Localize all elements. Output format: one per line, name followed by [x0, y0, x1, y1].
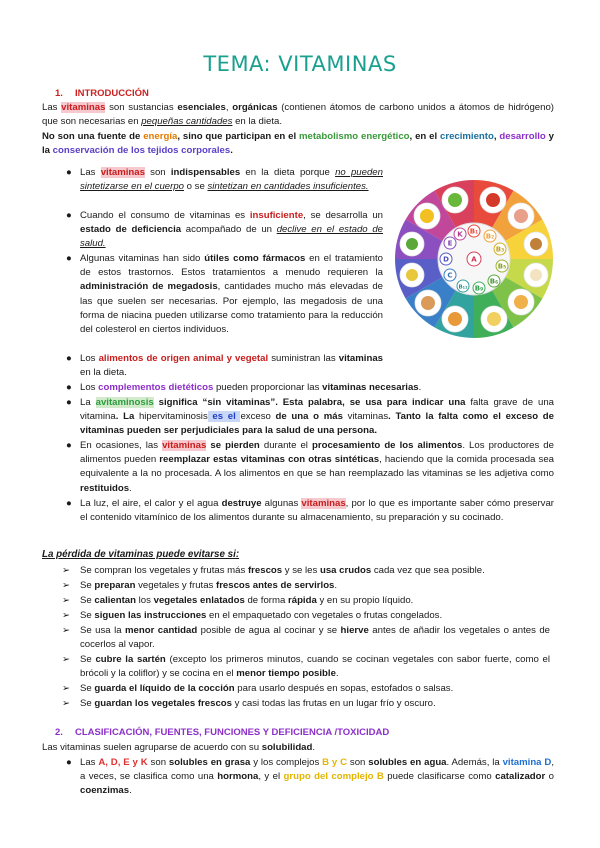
vitamin-label: B₁₂ [458, 284, 468, 291]
tip-item: ➢ Se preparan vegetales y frutas frescos antes de servirlos. [62, 580, 338, 591]
intro-paragraph-2: No son una fuente de energía, sino que participan en el metabolismo energético, en el crecimiento, desarrollo y la conservación de los tejidos corporales. [42, 131, 554, 157]
vitamin-wheel-illustration [393, 178, 555, 340]
bullet-farmacos: ● Algunas vitaminas han sido útiles como fármacos en el tratamiento de estos trastornos. Estos tratamientos a menudo requieren la administración de megadosis, cantidades mucho más elevadas de las que suelen ser necesarias. Por ejemplo, las megadosis de una forma de niacina pueden utilizarse como tratamiento para la reducción del colesterol en ciertos individuos. [66, 253, 384, 336]
page-title: TEMA: VITAMINAS [203, 52, 397, 76]
vitamin-label: B₁ [469, 227, 479, 236]
bullet-avitaminosis: ● La avitaminosis significa “sin vitaminas”. Esta palabra, se usa para indicar una falta grave de una vitamina. La hipervitaminosis es el exceso de una o más vitaminas. Tanto la falta como el exceso de vitaminas pueden ser perjudiciales para la salud de una persona. [66, 397, 554, 437]
bullet-solubilidad: ● Las A, D, E y K son solubles en grasa y los complejos B y C son solubles en agua. Además, la vitamina D, a veces, se clasifica como una hormona, y el grupo del complejo B puede clasificarse como catalizador o coenzimas. [66, 757, 555, 797]
bullet-indispensables: ● Las vitaminas son indispensables en la dieta porque no pueden sintetizarse en el cuerpo o se sintetizan en cantidades insuficientes. [66, 167, 383, 193]
vitamin-label: K [457, 230, 463, 239]
vitamin-label: B₂ [485, 232, 495, 241]
bullet-alimentos: ● Los alimentos de origen animal y vegetal suministran las vitaminas en la dieta. [66, 353, 383, 379]
vitamin-label: E [447, 239, 453, 248]
tip-item: ➢ Se compran los vegetales y frutas más frescos y se les usa crudos cada vez que sea posible. [62, 565, 485, 576]
tip-item: ➢ Se cubre la sartén (excepto los primeros minutos, cuando se cocinan vegetales con sabor fuerte, como el brócoli y la coliflor) y se cocina en el menor tiempo posible. [62, 654, 550, 680]
vitamin-label: B₃ [495, 245, 505, 254]
vitamin-label: D [443, 255, 449, 264]
vitamin-label: C [447, 271, 453, 280]
solubility-paragraph: Las vitaminas suelen agruparse de acuerdo con su solubilidad. [42, 742, 316, 753]
section-heading-intro: 1. INTRODUCCIÓN [55, 88, 149, 99]
tips-subheading: La pérdida de vitaminas puede evitarse si: [42, 549, 240, 560]
intro-paragraph-1: Las vitaminas son sustancias esenciales, orgánicas (contienen átomos de carbono unidos a átomos de hidrógeno) que son necesarias en pequeñas cantidades en la dieta. [42, 102, 554, 128]
bullet-preservar: ● La luz, el aire, el calor y el agua destruye algunas vitaminas, por lo que es importante saber cómo preservar el contenido vitamínico de los alimentos durante su almacenamiento, su preparación y su cocinado. [66, 498, 554, 524]
vitamin-label: B₅ [497, 262, 507, 271]
vitamin-label: A [471, 255, 477, 264]
tip-item: ➢ Se guarda el líquido de la cocción para usarlo después en sopas, estofados o salsas. [62, 683, 454, 694]
bullet-procesamiento: ● En ocasiones, las vitaminas se pierden durante el procesamiento de los alimentos. Los productores de alimentos pueden reemplazar estas vitaminas con otras sintéticas, haciendo que la comida procesada sea equivalente a la no procesada. A los alimentos en que se han reemplazado las vitaminas se les adjetiva como restituidos. [66, 440, 555, 494]
vitamin-label: B₆ [489, 277, 499, 286]
vitamin-label: B₉ [474, 284, 484, 293]
bullet-complementos: ● Los complementos dietéticos pueden proporcionar las vitaminas necesarias. [66, 382, 422, 393]
tip-item: ➢ Se guardan los vegetales frescos y casi todas las frutas en un lugar frío y oscuro. [62, 698, 436, 709]
tip-item: ➢ Se siguen las instrucciones en el empaquetado con vegetales o frutas congelados. [62, 610, 443, 621]
section-heading-clasificacion: 2. CLASIFICACIÓN, FUENTES, FUNCIONES Y DEFICIENCIA /TOXICIDAD [55, 727, 390, 738]
tip-item: ➢ Se usa la menor cantidad posible de agua al cocinar y se hierve antes de añadir los vegetales o antes de cocerlos al vapor. [62, 625, 551, 651]
bullet-deficiencia: ● Cuando el consumo de vitaminas es insuficiente, se desarrolla un estado de deficiencia acompañado de un declive en el estado de salud. [66, 210, 384, 250]
tip-item: ➢ Se calientan los vegetales enlatados de forma rápida y en su propio líquido. [62, 595, 414, 606]
